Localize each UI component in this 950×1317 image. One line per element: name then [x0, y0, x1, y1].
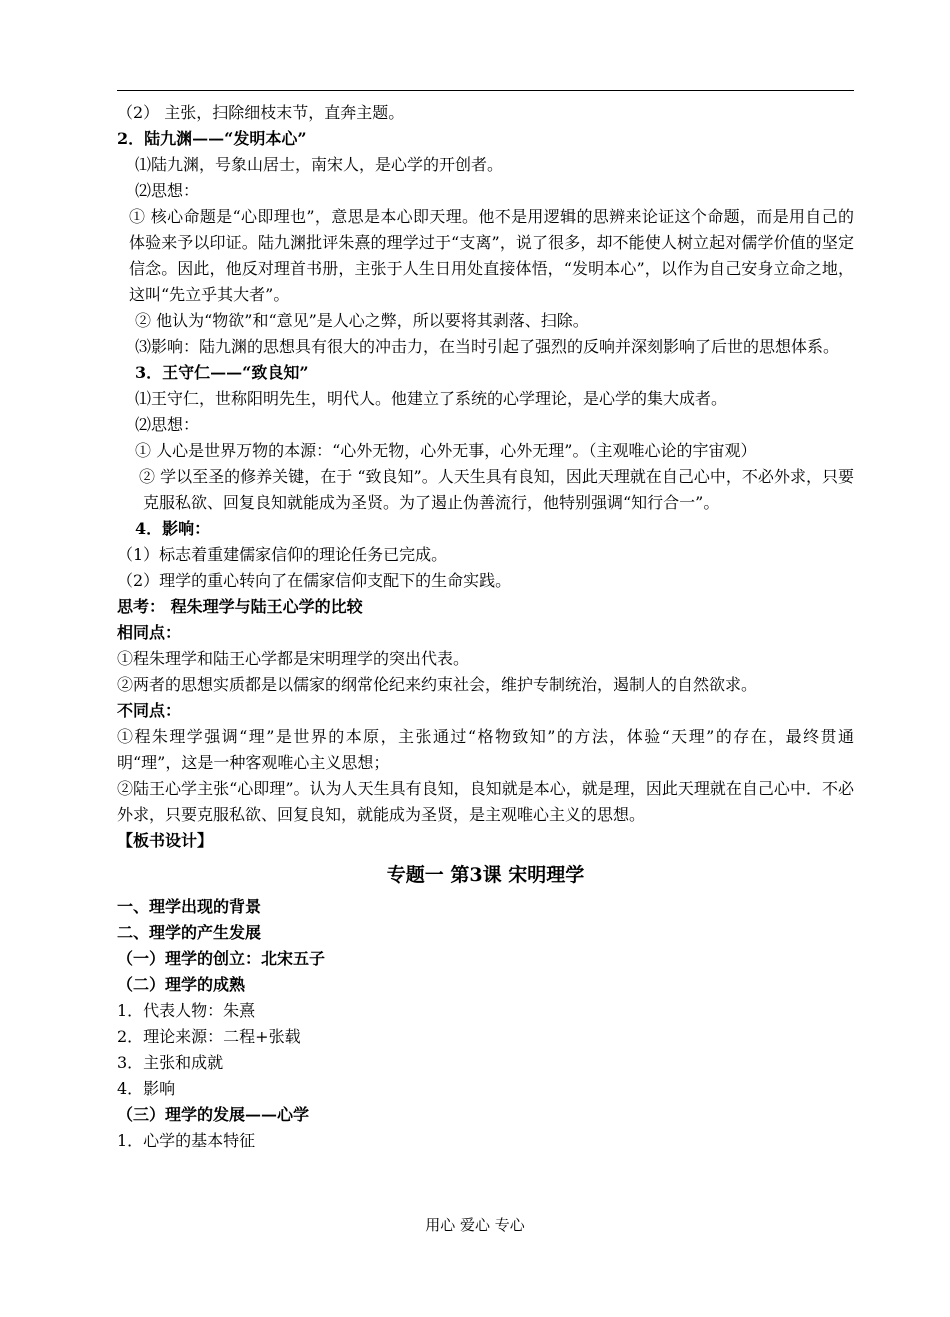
text-line: ⑵思想： — [135, 415, 200, 434]
text-line: ①程朱理学和陆王心学都是宋明理学的突出代表。 — [117, 649, 470, 668]
section-heading: 思考： 程朱理学与陆王心学的比较 — [117, 597, 363, 616]
board-item: （一）理学的创立：北宋五子 — [117, 949, 326, 968]
section-heading: 4．影响： — [135, 519, 211, 538]
paragraph: ② 学以至圣的修养关键，在于 “致良知”。人天生具有良知，因此天理就在自己心中，不必外求，只要克服私欲、回复良知就能成为圣贤。为了遏止伪善流行，他特别强调“知行合一”。 — [139, 467, 854, 512]
text-line: （2） 主张，扫除细枝末节，直奔主题。 — [117, 103, 405, 122]
text-line: ⑴陆九渊，号象山居士，南宋人，是心学的开创者。 — [135, 155, 504, 174]
section-heading: 相同点： — [117, 623, 182, 642]
board-item: （三）理学的发展——心学 — [117, 1105, 310, 1124]
section-heading: 3．王守仁——“致良知” — [135, 363, 309, 382]
board-title: 专题一 第3课 宋明理学 — [386, 864, 585, 886]
section-heading: 【板书设计】 — [117, 831, 214, 850]
board-item: 1．代表人物：朱熹 — [117, 1001, 256, 1020]
text-line: ⑵思想： — [135, 181, 200, 200]
board-item: 3．主张和成就 — [117, 1053, 224, 1072]
board-item: 1．心学的基本特征 — [117, 1131, 256, 1150]
paragraph: ① 核心命题是“心即理也”，意思是本心即天理。他不是用逻辑的思辨来论证这个命题，而是用自己的体验来予以印证。陆九渊批评朱熹的理学过于“支离”，说了很多，却不能使人树立起对儒学价值的坚定信念。因此，他反对理首书册，主张于人生日用处直接体悟，“发明本心”，以作为自己安身立命之地，这叫“先立乎其大者”。 — [129, 207, 854, 304]
paragraph: ①程朱理学强调“理”是世界的本原，主张通过“格物致知”的方法，体验“天理”的存在，最终贯通明“理”，这是一种客观唯心主义思想； — [117, 727, 854, 772]
page-footer: 用心 爱心 专心 — [425, 1216, 525, 1234]
section-heading: 2．陆九渊——“发明本心” — [117, 129, 307, 148]
board-item: （二）理学的成熟 — [117, 975, 246, 994]
text-line: ① 人心是世界万物的本源：“心外无物，心外无事，心外无理”。（主观唯心论的宇宙观） — [135, 441, 757, 460]
text-line: （2）理学的重心转向了在儒家信仰支配下的生命实践。 — [117, 571, 512, 590]
text-line: （1）标志着重建儒家信仰的理论任务已完成。 — [117, 545, 448, 564]
text-line: ⑴王守仁，世称阳明先生，明代人。他建立了系统的心学理论，是心学的集大成者。 — [135, 389, 728, 408]
board-item: 4．影响 — [117, 1079, 176, 1098]
board-item: 一、理学出现的背景 — [117, 897, 262, 916]
paragraph: ⑶影响：陆九渊的思想具有很大的冲击力，在当时引起了强烈的反响并深刻影响了后世的思想体系。 — [135, 337, 840, 356]
document-body — [117, 100, 854, 1154]
board-item: 2．理论来源：二程+张载 — [117, 1027, 301, 1046]
header-rule — [117, 90, 854, 91]
paragraph: ②陆王心学主张“心即理”。认为人天生具有良知，良知就是本心，就是理，因此天理就在自己心中．不必外求，只要克服私欲、回复良知，就能成为圣贤，是主观唯心主义的思想。 — [117, 779, 854, 824]
text-line: ②两者的思想实质都是以儒家的纲常伦纪来约束社会，维护专制统治，遏制人的自然欲求。 — [117, 675, 758, 694]
board-item: 二、理学的产生发展 — [117, 923, 262, 942]
text-line: ② 他认为“物欲”和“意见”是人心之弊，所以要将其剥落、扫除。 — [135, 311, 589, 330]
section-heading: 不同点： — [117, 701, 182, 720]
